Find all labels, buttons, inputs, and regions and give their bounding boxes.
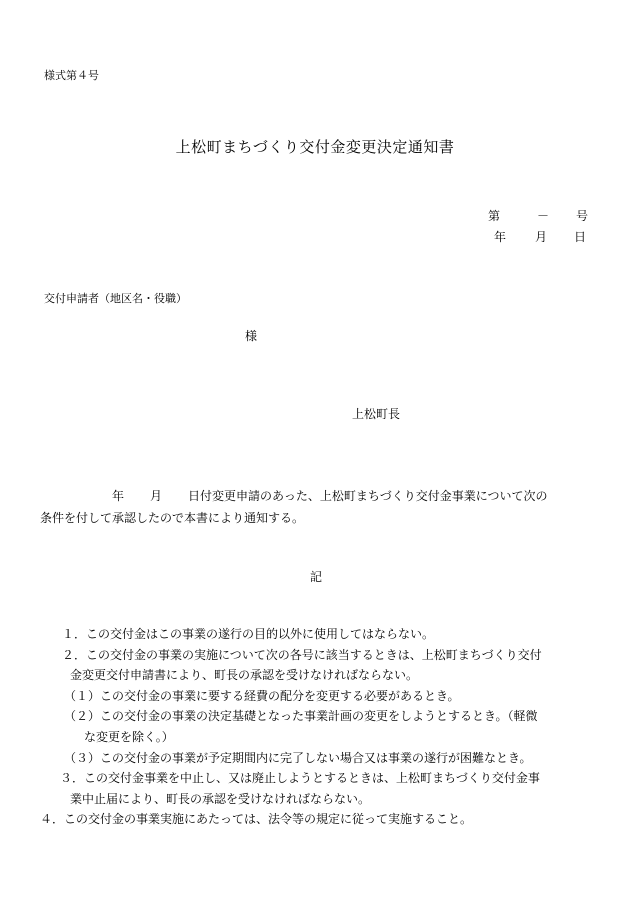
- condition-item: ２．この交付金の事業の実施について次の各号に該当するときは、上松町まちづくり交付: [62, 647, 542, 662]
- condition-item: ３．この交付金事業を中止し、又は廃止しようとするときは、上松町まちづくり交付金事: [60, 771, 540, 786]
- number-dai: 第: [488, 209, 501, 223]
- condition-subitem-continuation: な変更を除く。）: [84, 729, 174, 744]
- notice-body-line1: [40, 485, 600, 507]
- issuer-mayor: 上松町長: [352, 407, 401, 421]
- condition-subitem: （２）この交付金の事業の決定基礎となった事業計画の変更をしようとするとき。（軽微: [64, 709, 538, 724]
- body-month: 月: [150, 489, 163, 503]
- condition-item: １．この交付金はこの事業の遂行の目的以外に使用してはならない。: [62, 627, 435, 641]
- condition-subitem: （１）この交付金の事業に要する経費の配分を変更する必要があるとき。: [64, 688, 460, 703]
- condition-item: ４．この交付金の事業実施にあたっては、法令等の規定に従って実施すること。: [40, 812, 473, 827]
- honorific-sama: 様: [245, 329, 258, 343]
- condition-subitem: （３）この交付金の事業が予定期間内に完了しない場合又は事業の遂行が困難なとき。: [64, 750, 532, 765]
- date-day: 日: [574, 230, 587, 244]
- applicant-label: 交付申請者（地区名・役職）: [44, 292, 187, 305]
- notice-body: [40, 485, 600, 529]
- condition-item-continuation: 業中止届により、町長の承認を受けなければならない。: [70, 791, 371, 806]
- number-dash: －: [537, 209, 550, 223]
- condition-item-continuation: 金変更交付申請書により、町長の承認を受けなければならない。: [70, 668, 419, 683]
- form-number: 様式第４号: [44, 69, 99, 82]
- document-title: 上松町まちづくり交付金変更決定通知書: [175, 138, 455, 156]
- body-year: 年: [112, 489, 125, 503]
- date-month: 月: [535, 230, 548, 244]
- ki-heading: 記: [310, 570, 323, 584]
- body-line1-text: 日付変更申請のあった、上松町まちづくり交付金事業について次の: [188, 489, 548, 503]
- number-go: 号: [576, 209, 589, 223]
- date-year: 年: [494, 230, 507, 244]
- conditions-list: [40, 624, 600, 830]
- notice-body-line2: 条件を付して承認したので本書により通知する。: [40, 511, 305, 525]
